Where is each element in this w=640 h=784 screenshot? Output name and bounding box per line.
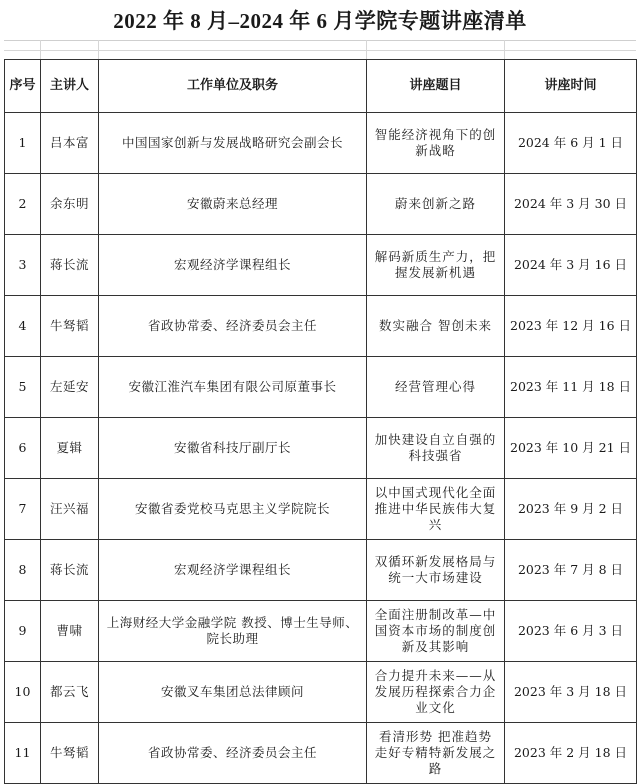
cell-speaker: 左延安 <box>41 357 99 418</box>
table-row <box>5 418 637 479</box>
cell-no: 7 <box>5 479 41 540</box>
sheet-gridline <box>40 40 41 59</box>
table-row <box>5 113 637 174</box>
cell-no: 2 <box>5 174 41 235</box>
cell-date: 2023 年 3 月 18 日 <box>505 662 637 723</box>
header-date: 讲座时间 <box>505 60 637 113</box>
cell-no: 5 <box>5 357 41 418</box>
cell-topic: 以中国式现代化全面推进中华民族伟大复兴 <box>367 479 505 540</box>
cell-date: 2024 年 6 月 1 日 <box>505 113 637 174</box>
cell-date: 2023 年 7 月 8 日 <box>505 540 637 601</box>
cell-speaker: 汪兴福 <box>41 479 99 540</box>
table-row <box>5 479 637 540</box>
header-org: 工作单位及职务 <box>99 60 367 113</box>
cell-topic: 数实融合 智创未来 <box>367 296 505 357</box>
table-header-row <box>5 60 637 113</box>
cell-date: 2024 年 3 月 16 日 <box>505 235 637 296</box>
header-speaker: 主讲人 <box>41 60 99 113</box>
cell-speaker: 牛驽韬 <box>41 723 99 784</box>
cell-org: 中国国家创新与发展战略研究会副会长 <box>99 113 367 174</box>
cell-speaker: 曹啸 <box>41 601 99 662</box>
cell-org: 安徽省科技厅副厅长 <box>99 418 367 479</box>
cell-org: 省政协常委、经济委员会主任 <box>99 723 367 784</box>
table-row <box>5 235 637 296</box>
cell-topic: 合力提升未来——从发展历程探索合力企业文化 <box>367 662 505 723</box>
table-row <box>5 540 637 601</box>
cell-org: 安徽蔚来总经理 <box>99 174 367 235</box>
cell-speaker: 牛驽韬 <box>41 296 99 357</box>
cell-date: 2023 年 12 月 16 日 <box>505 296 637 357</box>
cell-no: 3 <box>5 235 41 296</box>
cell-date: 2023 年 11 月 18 日 <box>505 357 637 418</box>
sheet-gridline <box>98 40 99 59</box>
cell-org: 省政协常委、经济委员会主任 <box>99 296 367 357</box>
table-row <box>5 357 637 418</box>
cell-date: 2023 年 2 月 18 日 <box>505 723 637 784</box>
cell-org: 安徽江淮汽车集团有限公司原董事长 <box>99 357 367 418</box>
cell-no: 9 <box>5 601 41 662</box>
cell-topic: 解码新质生产力，把握发展新机遇 <box>367 235 505 296</box>
header-no: 序号 <box>5 60 41 113</box>
cell-speaker: 蒋长流 <box>41 235 99 296</box>
cell-topic: 经营管理心得 <box>367 357 505 418</box>
cell-date: 2023 年 6 月 3 日 <box>505 601 637 662</box>
cell-org: 安徽省委党校马克思主义学院院长 <box>99 479 367 540</box>
cell-org: 安徽叉车集团总法律顾问 <box>99 662 367 723</box>
table-row <box>5 662 637 723</box>
cell-no: 8 <box>5 540 41 601</box>
sheet-gridline <box>504 40 505 59</box>
cell-topic: 全面注册制改革—中国资本市场的制度创新及其影响 <box>367 601 505 662</box>
cell-date: 2023 年 10 月 21 日 <box>505 418 637 479</box>
cell-topic: 看清形势 把准趋势 走好专精特新发展之路 <box>367 723 505 784</box>
sheet-gridline <box>366 40 367 59</box>
cell-no: 6 <box>5 418 41 479</box>
cell-org: 上海财经大学金融学院 教授、博士生导师、院长助理 <box>99 601 367 662</box>
cell-no: 1 <box>5 113 41 174</box>
table-row <box>5 723 637 784</box>
cell-speaker: 余东明 <box>41 174 99 235</box>
cell-topic: 蔚来创新之路 <box>367 174 505 235</box>
cell-topic: 双循环新发展格局与统一大市场建设 <box>367 540 505 601</box>
cell-speaker: 蒋长流 <box>41 540 99 601</box>
document-title: 2022 年 8 月–2024 年 6 月学院专题讲座清单 <box>113 9 527 33</box>
cell-no: 11 <box>5 723 41 784</box>
lecture-table <box>4 59 637 784</box>
header-topic: 讲座题目 <box>367 60 505 113</box>
cell-topic: 智能经济视角下的创新战略 <box>367 113 505 174</box>
cell-speaker: 吕本富 <box>41 113 99 174</box>
cell-no: 10 <box>5 662 41 723</box>
cell-org: 宏观经济学课程组长 <box>99 235 367 296</box>
table-row <box>5 174 637 235</box>
cell-speaker: 夏辑 <box>41 418 99 479</box>
cell-speaker: 都云飞 <box>41 662 99 723</box>
table-row <box>5 296 637 357</box>
cell-date: 2023 年 9 月 2 日 <box>505 479 637 540</box>
cell-org: 宏观经济学课程组长 <box>99 540 367 601</box>
cell-no: 4 <box>5 296 41 357</box>
cell-date: 2024 年 3 月 30 日 <box>505 174 637 235</box>
cell-topic: 加快建设自立自强的科技强省 <box>367 418 505 479</box>
table-row <box>5 601 637 662</box>
